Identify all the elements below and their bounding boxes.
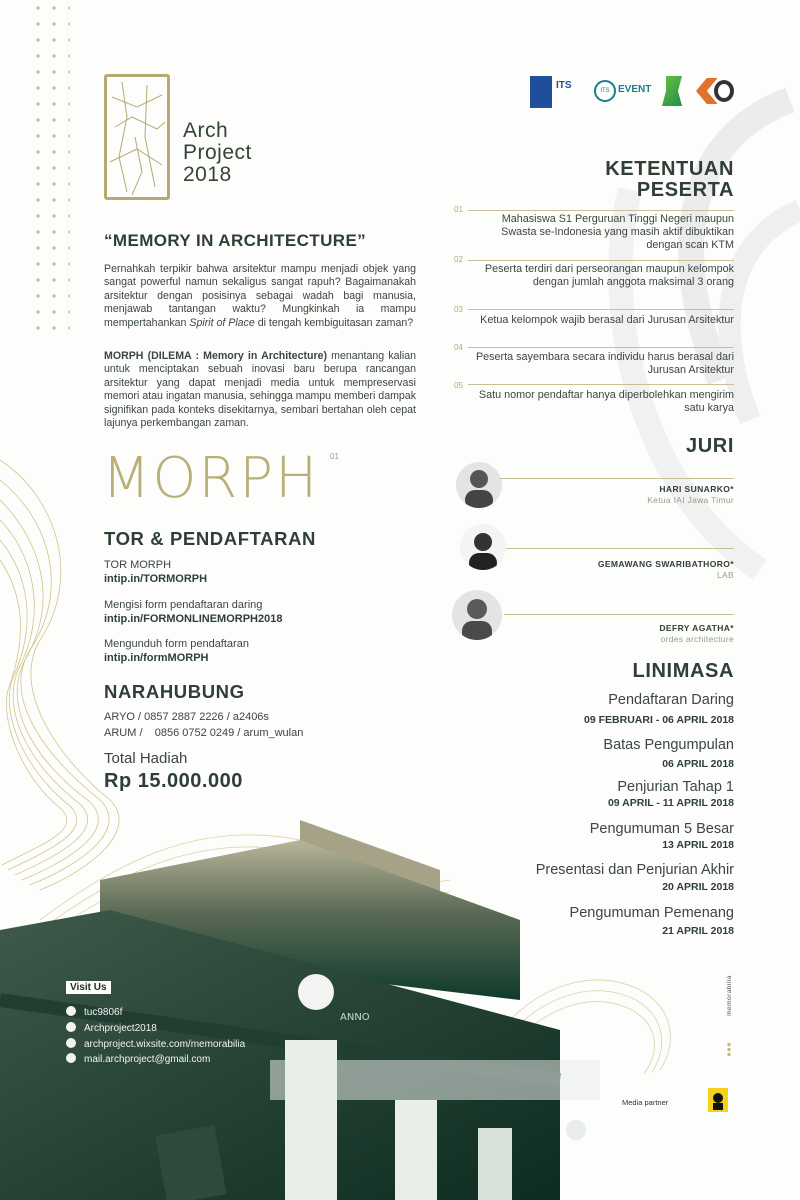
timeline-date-4: 13 APRIL 2018 — [662, 839, 734, 851]
timeline-label-6: Pengumuman Pemenang — [569, 905, 734, 921]
tor-link-1[interactable]: intip.in/TORMORPH — [104, 573, 208, 585]
intro-paragraph-1 — [104, 263, 416, 330]
juri-name-2: GEMAWANG SWARIBATHORO* — [597, 559, 734, 569]
juri-divider — [504, 614, 734, 615]
logo-title — [183, 120, 252, 186]
building-illustration — [0, 800, 600, 1200]
globe-icon — [66, 1038, 76, 1048]
rule-number-5: 05 — [454, 381, 463, 390]
circle-logo-icon — [714, 80, 734, 102]
rule-divider — [468, 347, 734, 348]
building-sign: ANNO — [340, 1012, 370, 1023]
morph-wordmark: MORPH — [102, 446, 320, 511]
juri-heading: JURI — [686, 435, 734, 457]
rule-text-5: Satu nomor pendaftar hanya diperbolehkan mengirim satu karya — [478, 389, 734, 414]
event-label: EVENT — [618, 84, 652, 95]
rule-text-3: Ketua kelompok wajib berasal dari Jurusan Arsitektur — [480, 314, 734, 326]
rules-heading-2: PESERTA — [636, 179, 734, 201]
timeline-date-5: 20 APRIL 2018 — [662, 881, 734, 893]
juri-name-3: DEFRY AGATHA* — [659, 623, 734, 633]
dot-pattern — [30, 0, 70, 330]
contact-arum: ARUM / 0856 0752 0249 / arum_wulan — [104, 727, 304, 739]
tor-heading: TOR & PENDAFTARAN — [104, 528, 316, 549]
contact-email-text: mail.archproject@gmail.com — [84, 1054, 211, 1065]
headline: “MEMORY IN ARCHITECTURE” — [104, 231, 367, 250]
timeline-label-5: Presentasi dan Penjurian Akhir — [535, 862, 734, 878]
contact-website-text: archproject.wixsite.com/memorabilia — [84, 1039, 246, 1050]
tor-label-2: Mengisi form pendaftaran daring — [104, 599, 263, 611]
timeline-date-3: 09 APRIL - 11 APRIL 2018 — [607, 797, 734, 809]
rule-number-1: 01 — [454, 205, 463, 214]
rule-divider — [468, 260, 734, 261]
timeline-heading: LINIMASA — [632, 660, 734, 682]
rule-divider — [468, 210, 734, 211]
intro-emphasis: Spirit of Place — [189, 316, 255, 329]
intro-rest: menantang kalian untuk menciptakan sebuah inovasi baru berupa rancangan arsitektur yang dapat menjadi media untuk mempreservasi memori atau ingatan manusia, sehingga mampu memberi dampak signifikan pada konteks disekitarnya, sembari bertahan oleh cepat lajunya perkembangan zaman. — [104, 350, 416, 430]
contact-website[interactable] — [66, 1038, 245, 1050]
logo-line3: 2018 — [183, 163, 232, 186]
timeline-label-4: Pengumuman 5 Besar — [589, 821, 734, 837]
prize-label: Total Hadiah — [104, 750, 188, 767]
instagram-icon — [66, 1022, 76, 1032]
rule-number-2: 02 — [454, 255, 463, 264]
tor-label-1: TOR MORPH — [104, 559, 172, 571]
juri-divider — [500, 478, 734, 479]
its-event-icon: ITS — [594, 80, 616, 102]
rules-heading-1: KETENTUAN — [605, 158, 734, 180]
contact-line[interactable] — [66, 1006, 122, 1018]
tor-link-3[interactable]: intip.in/formMORPH — [104, 652, 209, 664]
visit-us-label: Visit Us — [66, 981, 111, 994]
contact-email[interactable] — [66, 1053, 210, 1065]
timeline-label-3: Penjurian Tahap 1 — [617, 779, 734, 795]
contact-heading: NARAHUBUNG — [104, 681, 245, 702]
rule-divider — [468, 309, 734, 310]
logo-line2: Project — [183, 141, 252, 164]
morph-superscript: 01 — [330, 452, 339, 461]
intro-paragraph-2 — [104, 350, 416, 430]
media-partner-label: Media partner — [622, 1098, 669, 1107]
media-partner-logo-icon — [708, 1088, 728, 1112]
juri-role-2: LAB — [717, 570, 734, 580]
its-label: ITS — [556, 80, 572, 91]
intro-strong: MORPH (DILEMA : Memory in Architecture) — [104, 350, 328, 362]
prize-value: Rp 15.000.000 — [104, 770, 243, 792]
juri-name-1: HARI SUNARKO* — [659, 484, 734, 494]
timeline-date-2: 06 APRIL 2018 — [662, 758, 734, 770]
s-logo-icon — [662, 76, 682, 106]
rule-number-3: 03 — [454, 305, 463, 314]
rule-text-2: Peserta terdiri dari perseorangan maupun kelompok dengan jumlah anggota maksimal 3 orang — [484, 263, 734, 288]
juri-photo-3 — [452, 590, 502, 640]
juri-photo-1 — [456, 462, 502, 508]
intro-text-b: di tengah kembiguitasan zaman? — [254, 316, 414, 329]
side-text: memorabilia — [726, 975, 733, 1016]
logo-line1: Arch — [183, 119, 229, 142]
tor-link-2[interactable]: intip.in/FORMONLINEMORPH2018 — [104, 613, 283, 625]
intro-text-a: Pernahkah terpikir bahwa arsitektur mampu menjadi objek yang sangat powerful namun sekaligus sangat rapuh? Bagaimanakah arsitektur dengan posisinya sebagai wadah bagi manusia, menjawab tantangan waktu? Mungkinkah ia mampu mempertahankan — [104, 263, 416, 329]
arch-project-logo — [104, 74, 170, 200]
rule-divider — [468, 384, 734, 385]
contact-line-text: tuc9806f — [84, 1007, 123, 1018]
mail-icon — [66, 1053, 76, 1063]
side-dots — [726, 1042, 732, 1056]
juri-role-1: Ketua IAI Jawa Timur — [647, 495, 734, 505]
contact-instagram-text: Archproject2018 — [84, 1023, 157, 1034]
its-logo-icon — [530, 76, 552, 108]
juri-photo-2 — [460, 524, 506, 570]
timeline-label-2: Batas Pengumpulan — [603, 737, 734, 753]
timeline-date-1: 09 FEBRUARI - 06 APRIL 2018 — [584, 714, 734, 726]
rule-text-4: Peserta sayembara secara individu harus berasal dari Jurusan Arsitektur — [475, 351, 734, 376]
rule-text-1: Mahasiswa S1 Perguruan Tinggi Negeri maupun Swasta se-Indonesia yang masih aktif dibuktikan dengan scan KTM — [501, 213, 734, 251]
tor-label-3: Mengunduh form pendaftaran — [104, 638, 249, 650]
timeline-date-6: 21 APRIL 2018 — [662, 925, 734, 937]
juri-divider — [506, 548, 734, 549]
juri-role-3: ordes architecture — [660, 634, 734, 644]
contact-aryo: ARYO / 0857 2887 2226 / a2406s — [104, 711, 269, 723]
contact-instagram[interactable] — [66, 1022, 157, 1034]
line-icon — [66, 1006, 76, 1016]
timeline-label-1: Pendaftaran Daring — [608, 692, 734, 708]
rule-number-4: 04 — [454, 343, 463, 352]
sponsor-logos — [530, 72, 740, 112]
map-lines-icon — [107, 77, 167, 197]
